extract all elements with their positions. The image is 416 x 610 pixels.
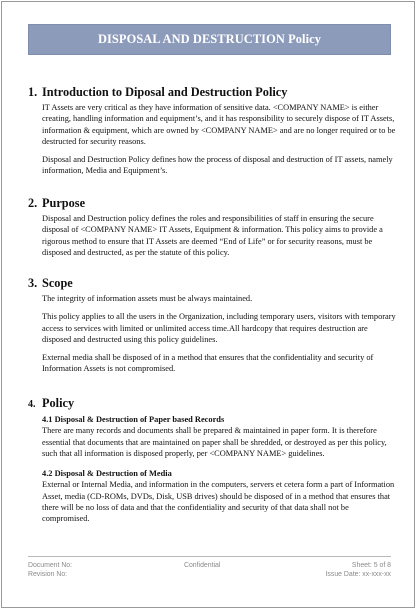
section-heading: 4. Policy: [28, 396, 75, 410]
paragraph: External or Internal Media, and information in the computers, servers et cetera form a part of Information Asset, media (CD-ROMs, DVDs, Disk, USB drives) should be disposed of in a method that ensures that there will be no loss of data and that the confidentiality and security of that data shall not be compromised.: [42, 480, 395, 524]
title-banner: [28, 24, 391, 55]
page-footer: [28, 556, 391, 580]
section-heading: 1. Introduction to Diposal and Destruction Policy: [28, 85, 288, 99]
paragraph: Disposal and Destruction Policy defines how the process of disposal and destruction of IT assets, namely information, Media and Equipment’s.: [42, 155, 393, 176]
section-purpose: [28, 196, 396, 258]
section-policy: [28, 396, 396, 525]
paragraph: Disposal and Destruction policy defines the roles and responsibilities of staff in ensuring the secure disposal of <COMPANY NAME> IT Assets, Equipment & information. This policy aims to provide a rigorous method to ensure that IT Assets are deemed “End of Life” or for security reasons, must be disposed and destructed, as per the statute of this policy.: [42, 214, 383, 257]
subsection-heading: 4.2 Disposal & Destruction of Media: [42, 469, 172, 479]
document-title: DISPOSAL AND DESTRUCTION Policy: [97, 32, 322, 46]
sheet-number: Sheet: 5 of 8: [351, 562, 391, 569]
subsection-heading: 4.1 Disposal & Destruction of Paper based Records: [42, 415, 225, 424]
issue-date: Issue Date: xx-xxx-xx: [325, 571, 391, 578]
section-heading: 3. Scope: [28, 276, 73, 290]
document-no-label: Document No:: [28, 562, 73, 569]
paragraph: IT Assets are very critical as they have information of sensitive data. <COMPANY NAME> is either creating, handling information and equipment’s, and it has responsibility to securely dispose of IT Assets, information & equipment, which are owned by <COMPANY NAME> and are no longer required or to be destructed for security reasons.: [42, 103, 396, 146]
section-scope: [28, 276, 396, 375]
section-introduction: [28, 85, 396, 177]
paragraph: External media shall be disposed of in a method that ensures that the confidentiality and security of Information Assets is not compromised.: [42, 353, 374, 374]
document-page: [1, 1, 415, 608]
paragraph: This policy applies to all the users in the Organization, including temporary users, visitors with temporary access to services with limited or unlimited access time.All hardcopy that requires destruction are disposed and destructed using this policy guidelines.: [42, 312, 396, 344]
paragraph: The integrity of information assets must be always maintained.: [42, 294, 253, 303]
classification-label: Confidential: [184, 562, 221, 569]
revision-no-label: Revision No:: [28, 571, 68, 578]
section-heading: 2. Purpose: [28, 196, 86, 210]
paragraph: There are many records and documents shall be prepared & maintained in paper form. It is therefore essential that documents that are maintained on paper shall be shredded, or destroyed as per this policy, such that all information is disposed properly, per <COMPANY NAME> guidelines.: [42, 426, 387, 458]
